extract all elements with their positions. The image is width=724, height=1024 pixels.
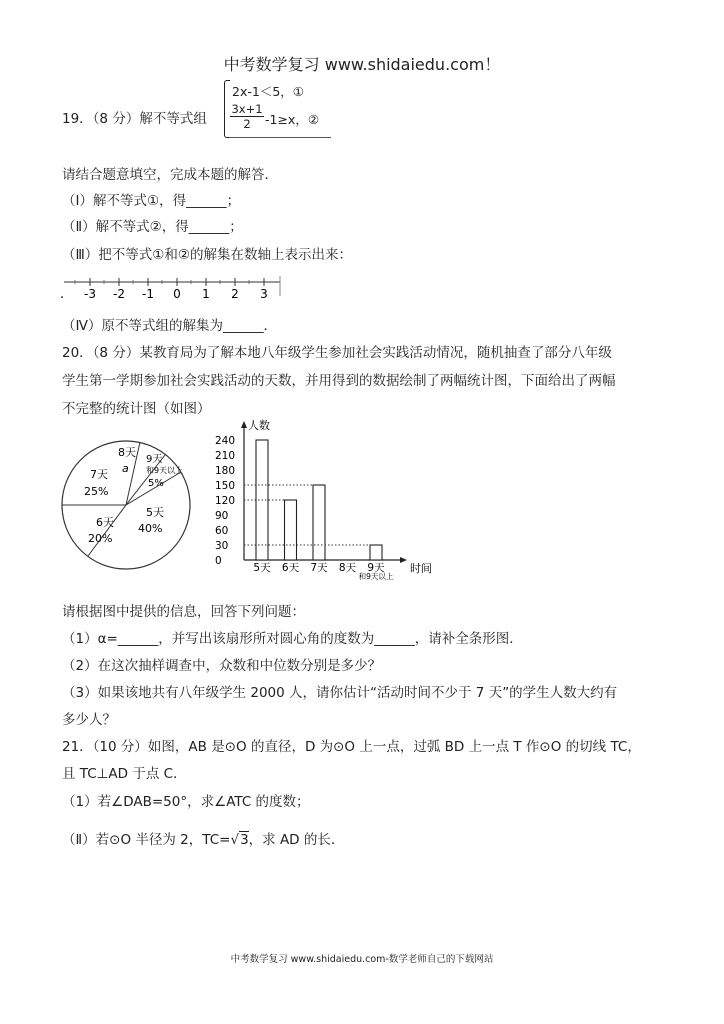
q19-part3: （Ⅲ）把不等式①和②的解集在数轴上表示出来： — [62, 247, 353, 263]
q21-number: 21． — [62, 739, 93, 755]
y-axis-arrow — [241, 421, 247, 428]
pie-label-8: 8天 — [118, 446, 136, 459]
number-line-label: 3 — [260, 287, 268, 301]
x-tick-label: 9天 — [367, 562, 385, 574]
bar — [313, 485, 325, 560]
x-tick-label: 5天 — [253, 562, 271, 574]
q21-sub2-post: ，求 AD 的长． — [248, 832, 345, 848]
pie-label-6: 6天 — [96, 516, 114, 529]
pie-label-7: 7天 — [90, 468, 108, 481]
number-line — [58, 274, 290, 302]
q19-intro: 请结合题意填空，完成本题的解答． — [62, 167, 278, 183]
q20-sub2: （2）在这次抽样调查中，众数和中位数分别是多少？ — [62, 658, 382, 674]
y-axis-label: 人数 — [248, 419, 270, 432]
q19-part1: （Ⅰ）解不等式①，得______； — [62, 193, 241, 209]
number-line-label: 1 — [202, 287, 210, 301]
y-tick-label: 90 — [215, 510, 229, 522]
q20-number: 20． — [62, 345, 93, 361]
pie-pct-5: 40% — [138, 522, 163, 535]
q20-question-intro: 请根据图中提供的信息，回答下列问题： — [62, 604, 305, 620]
sqrt-radicand: 3 — [240, 832, 249, 848]
bar — [370, 545, 382, 560]
q20-score: （8 分） — [92, 345, 140, 361]
q19-inequality-system — [224, 80, 332, 138]
q20-sub3-line2: 多少人？ — [62, 712, 116, 728]
q20-sub3-line1: （3）如果该地共有八年级学生 2000 人，请你估计“活动时间不少于 7 天”的学生人数大约有 — [62, 685, 618, 701]
q21-sub1: （1）若∠DAB=50°，求∠ATC 的度数； — [62, 794, 310, 810]
x-tick-label: 和9天以上 — [358, 572, 394, 581]
q20-line2: 学生第一学期参加社会实践活动的天数，并用得到的数据绘制了两幅统计图，下面给出了两幅 — [62, 373, 616, 389]
q20-line3: 不完整的统计图（如图） — [62, 401, 211, 417]
q21-line2: 且 TC⊥AD 于点 C． — [62, 766, 187, 782]
pie-label-a: a — [122, 462, 129, 475]
q21-sub2 — [62, 828, 344, 848]
pie-label-9a: 9天 — [146, 454, 163, 465]
number-line-label: 0 — [173, 287, 181, 301]
page-footer: 中考数学复习 www.shidaiedu.com-数学老师自己的下载网站 — [230, 954, 494, 965]
y-tick-label: 180 — [215, 465, 236, 477]
number-line-label: -3 — [84, 287, 96, 301]
y-tick-label: 30 — [215, 540, 229, 552]
y-tick-label: 60 — [215, 525, 229, 537]
pie-pct-6: 20% — [88, 532, 113, 545]
q21-line1-text: 如图，AB 是⊙O 的直径，D 为⊙O 上一点，过弧 BD 上一点 T 作⊙O 的切线 TC， — [147, 739, 641, 755]
x-tick-label: 6天 — [281, 562, 300, 574]
q19-inequality-1: 2x-1＜5，① — [232, 84, 304, 99]
q19-part2: （Ⅱ）解不等式②，得______； — [62, 219, 243, 235]
x-axis-arrow — [400, 557, 407, 563]
pie-label-9b: 和9天以上 — [146, 466, 184, 475]
q19-fraction-denominator: 2 — [243, 117, 251, 131]
q19-heading — [62, 107, 207, 127]
pie-divider-6-7 — [88, 505, 126, 556]
bar-chart — [210, 418, 448, 586]
y-tick-label: 120 — [215, 495, 236, 507]
q20-line1-text: 某教育局为了解本地八年级学生参加社会实践活动情况，随机抽查了部分八年级 — [139, 345, 612, 361]
pie-pct-7: 25% — [84, 485, 109, 498]
q19-score: （8 分） — [92, 111, 140, 127]
x-axis-label: 时间 — [410, 562, 432, 575]
q21-sub2-pre: （Ⅱ）若⊙O 半径为 2，TC= — [62, 832, 231, 848]
q19-fraction — [230, 102, 264, 131]
y-tick-label: 210 — [215, 450, 236, 462]
q20-line1 — [62, 341, 612, 361]
sqrt-sign: √ — [230, 832, 240, 848]
q19-number: 19． — [62, 111, 93, 127]
pie-chart — [60, 434, 200, 576]
q19-fraction-numerator: 3x+1 — [231, 102, 263, 116]
bar — [285, 500, 297, 560]
page-header: 中考数学复习 www.shidaiedu.com！ — [223, 55, 501, 74]
number-line-label: -2 — [113, 287, 125, 301]
q19-part4: （Ⅳ）原不等式组的解集为______． — [62, 318, 277, 334]
pie-label-5: 5天 — [146, 506, 164, 519]
q19-stem: 解不等式组 — [139, 111, 207, 127]
number-line-dot: . — [60, 287, 65, 302]
x-tick-label: 7天 — [310, 562, 328, 574]
number-line-label: 2 — [231, 287, 239, 301]
y-tick-label: 0 — [215, 555, 222, 567]
y-tick-label: 150 — [215, 480, 236, 492]
system-underline — [229, 137, 331, 138]
pie-pct-9: 5% — [148, 478, 164, 489]
x-tick-label: 8天 — [338, 562, 357, 574]
q21-line1 — [62, 735, 641, 755]
y-tick-label: 240 — [215, 435, 236, 447]
q21-score: （10 分） — [92, 739, 148, 755]
q19-inequality-2-rest: -1≥x，② — [265, 112, 320, 127]
q20-sub1: （1）α=______，并写出该扇形所对圆心角的度数为______，请补全条形图． — [62, 631, 523, 647]
number-line-label: -1 — [142, 287, 154, 301]
